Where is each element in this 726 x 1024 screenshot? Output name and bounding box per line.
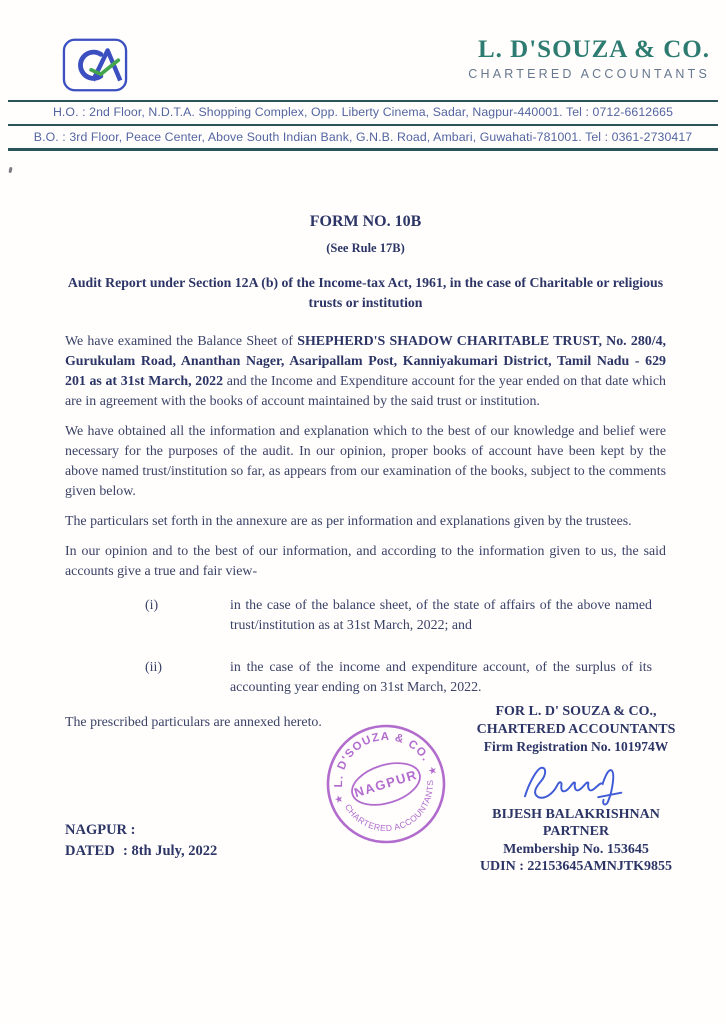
paragraph-information-obtained: We have obtained all the information and explanation which to the best of our knowledge and belief were necessary for the purposes of the audit. In our opinion, proper books of account have been kept by the above named trust/institution so far, as appears from our examination of the books, subject to the comments given below. (65, 424, 666, 499)
header-divider-middle (8, 124, 718, 126)
paragraph-opinion: In our opinion and to the best of our information, and according to the information given to us, the said accounts give a true and fair view- (65, 544, 666, 579)
date-label: DATED (65, 843, 115, 859)
paragraph-particulars: The particulars set forth in the annexure are as per information and explanations given by the trustees. (65, 514, 632, 529)
date-value: : 8th July, 2022 (123, 843, 218, 859)
header-divider-top (8, 100, 718, 102)
signed-for-line: FOR L. D' SOUZA & CO., (495, 704, 657, 719)
date-line (65, 841, 217, 862)
list-item-text: in the case of the balance sheet, of the state of affairs of the above named trust/institution as at 31st March, 2022; and (230, 598, 652, 633)
form-number-title: FORM NO. 10B (309, 213, 422, 230)
list-item-income-expenditure (65, 658, 666, 698)
signatory-designation: PARTNER (542, 824, 610, 839)
firm-registration-line: Firm Registration No. 101974W (483, 739, 669, 754)
head-office-address: H.O. : 2nd Floor, N.D.T.A. Shopping Complex, Opp. Liberty Cinema, Sadar, Nagpur-440001. Tel : 0712-6612665 (52, 105, 674, 119)
paragraph-examined-suffix: and the Income and Expenditure account for the year ended on that date which are in agreement with the books of account maintained by the said trust or institution. (65, 374, 666, 409)
paragraph-annexed: The prescribed particulars are annexed hereto. (65, 715, 322, 730)
stamp-top-arc-text: L. D'SOUZA & CO. (332, 730, 432, 788)
signatory-name: BIJESH BALAKRISHNAN (492, 806, 660, 822)
branch-office-address: B.O. : 3rd Floor, Peace Center, Above South Indian Bank, G.N.B. Road, Ambari, Guwahati-781001. Tel : 0361-2730417 (33, 129, 693, 144)
stamp-bottom-arc-text: CHARTERED ACCOUNTANTS (342, 779, 436, 834)
scan-artifact-mark (8, 167, 12, 173)
firm-subtitle: CHARTERED ACCOUNTANTS (468, 67, 710, 81)
paragraph-examined (65, 332, 666, 412)
header-divider-bottom (8, 148, 718, 151)
stamp-center-text: NAGPUR (352, 766, 420, 801)
list-item-text: in the case of the income and expenditure account, of the surplus of its accounting year ending on 31st March, 2022. (230, 660, 652, 695)
stamp-left-star-icon: ★ (333, 793, 345, 807)
firm-rubber-stamp (320, 718, 452, 850)
rule-reference: (See Rule 17B) (326, 241, 405, 255)
stamp-right-star-icon: ★ (426, 764, 439, 778)
report-body (65, 213, 666, 733)
list-item-balance-sheet (65, 596, 666, 636)
trust-name-and-address: SHEPHERD'S SHADOW CHARITABLE TRUST, No. 280/4, Gurukulam Road, Ananthan Nager, Asaripallam Post, Kanniyakumari District, Tamil Nadu - 629 201 as at 31st March, 2022 (65, 334, 666, 389)
paragraph-examined-prefix: We have examined the Balance Sheet of (65, 334, 298, 349)
place-date-block (65, 820, 217, 862)
firm-name: L. D'SOUZA & CO. (477, 36, 710, 63)
ca-institute-logo-icon (62, 37, 128, 93)
signature-block (440, 703, 712, 876)
firm-header (468, 36, 710, 81)
udin-number: UDIN : 22153645AMNJTK9855 (479, 859, 673, 874)
membership-number: Membership No. 153645 (503, 841, 649, 857)
handwritten-signature (454, 757, 712, 807)
report-heading: Audit Report under Section 12A (b) of the Income-tax Act, 1961, in the case of Charitable or religious trusts or institution (67, 275, 664, 310)
firm-type-line: CHARTERED ACCOUNTANTS (476, 721, 676, 737)
list-item-label: (i) (145, 598, 159, 613)
list-item-label: (ii) (145, 660, 162, 675)
place-line: NAGPUR : (65, 822, 136, 838)
